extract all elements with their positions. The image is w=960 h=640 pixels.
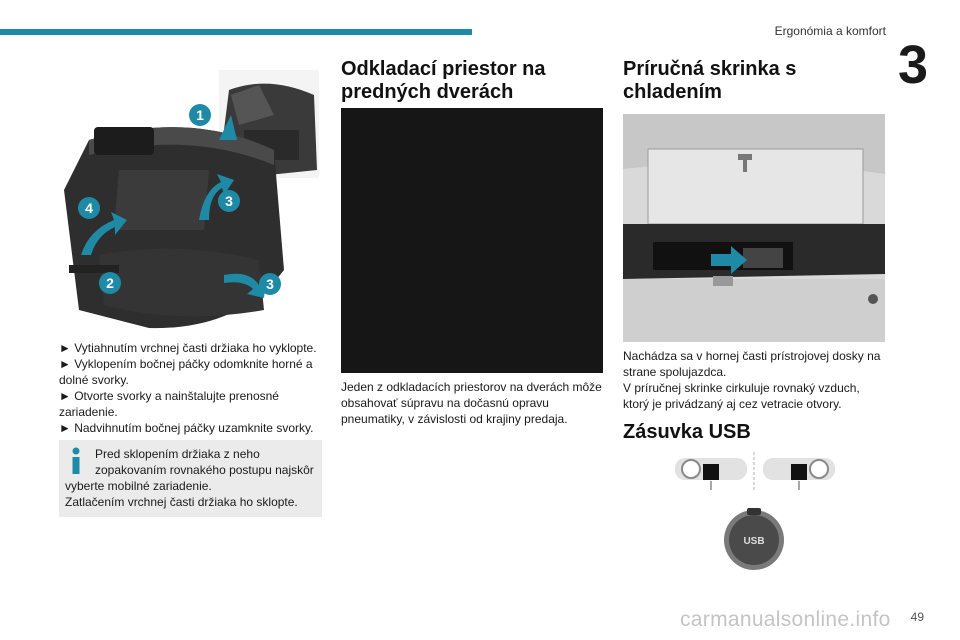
page-number: 49 [910,610,924,624]
chapter-number: 3 [897,35,928,95]
bullet-4: ► Nadvihnutím bočnej páčky uzamknite svorky. [59,421,314,435]
usb-location-diagram [623,450,885,575]
callout-4-text: 4 [85,200,93,216]
usb-label: USB [743,536,765,547]
instruction-bullets [59,340,322,436]
watermark: carmanualsonline.info [680,608,891,631]
door-storage-text: Jeden z odkladacích priestorov na dverách môže obsahovať súpravu na dočasnú opravu pneumatiky, v závislosti od krajiny predaja. [341,380,602,426]
callout-4 [78,197,100,219]
callout-1 [189,104,211,126]
callout-1-text: 1 [196,107,204,123]
callout-2-text: 2 [106,275,114,291]
callout-3-lower [259,273,281,295]
header-accent-bar [0,29,472,35]
door-storage-photo [341,108,603,373]
steering-right-icon [763,458,835,490]
info-text-1: Pred sklopením držiaka z neho zopakovaním rovnakého postupu najskôr vyberte mobilné zariadenie. [65,447,314,493]
phone-holder-illustration [59,70,322,340]
glovebox-text-1: Nachádza sa v hornej časti prístrojovej dosky na strane spolujazdca. [623,349,881,379]
usb-socket-icon [724,508,784,570]
callout-3-lower-text: 3 [266,276,274,292]
bullet-2: ► Vyklopením bočnej páčky odomknite horné a dolné svorky. [59,357,313,387]
section-title: Ergonómia a komfort [774,24,886,38]
callout-3-upper-text: 3 [225,193,233,209]
callout-3-upper [218,190,240,212]
info-box [59,440,322,517]
door-storage-heading: Odkladací priestor na predných dverách [341,58,546,103]
glovebox-photo [623,114,885,342]
info-icon [65,446,87,476]
glovebox-heading: Príručná skrinka s chladením [623,58,797,103]
info-text-2: Zatlačením vrchnej časti držiaka ho sklopte. [65,495,298,509]
usb-heading: Zásuvka USB [623,421,751,443]
bullet-1: ► Vytiahnutím vrchnej časti držiaka ho vyklopte. [59,341,317,355]
bullet-3: ► Otvorte svorky a nainštalujte prenosné zariadenie. [59,389,279,419]
callout-2 [99,272,121,294]
steering-left-icon [675,458,747,490]
glovebox-text-2: V príručnej skrinke cirkuluje rovnaký vzduch, ktorý je privádzaný aj cez vetracie otvory. [623,381,860,411]
